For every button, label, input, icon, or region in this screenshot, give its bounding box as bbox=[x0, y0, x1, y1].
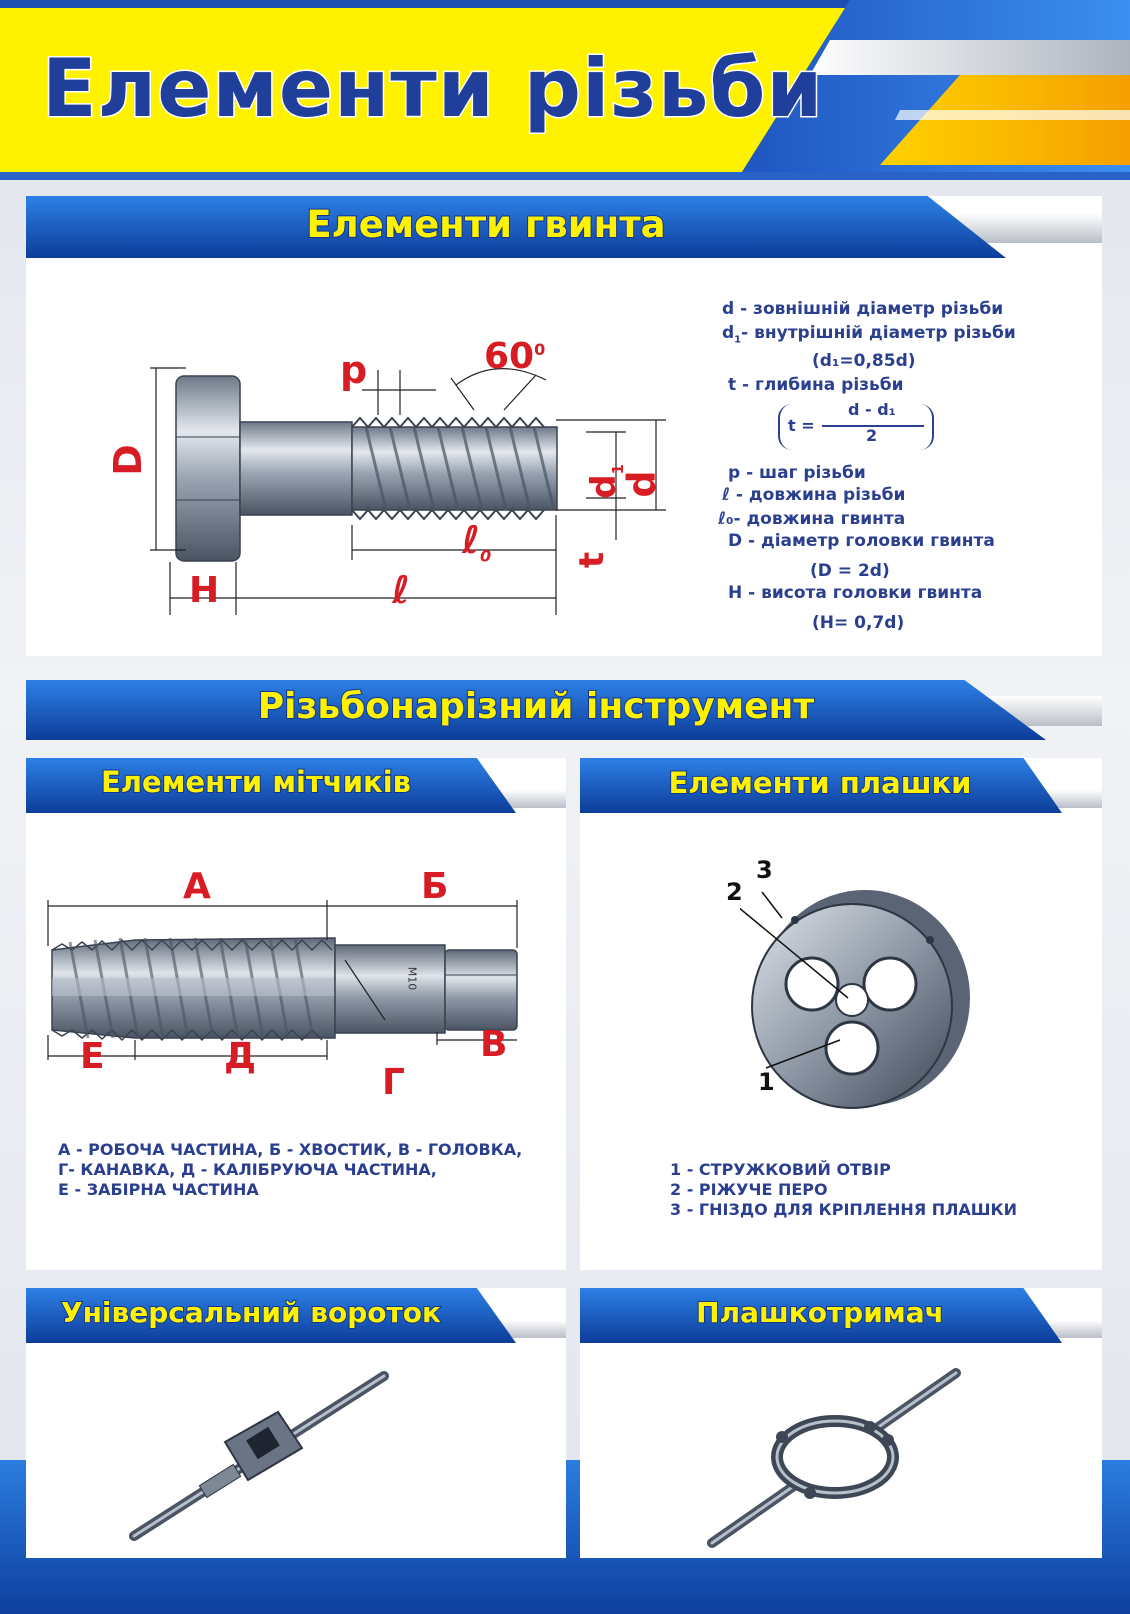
label-d1: $d_1$ bbox=[583, 464, 627, 499]
page-title: Елементи різьби bbox=[42, 42, 824, 135]
tap-legend-line-2: Г- КАНАВКА, Д - КАЛІБРУЮЧА ЧАСТИНА, bbox=[58, 1160, 437, 1179]
label-t: t bbox=[572, 551, 613, 569]
bolt-head bbox=[176, 376, 240, 561]
die-label-1: 1 bbox=[758, 1068, 775, 1096]
die-legend-line-3: 3 - ГНІЗДО ДЛЯ КРІПЛЕННЯ ПЛАШКИ bbox=[670, 1200, 1018, 1219]
die-label-2: 2 bbox=[726, 878, 743, 906]
taps-section-title: Елементи мітчиків bbox=[100, 765, 411, 799]
die-legend-line-2: 2 - РІЖУЧЕ ПЕРО bbox=[670, 1180, 828, 1199]
label-E: Е bbox=[80, 1036, 105, 1077]
legend-D: D - діаметр головки гвинта bbox=[728, 531, 995, 551]
label-B: Б bbox=[421, 866, 449, 907]
legend-H-value: (H= 0,7d) bbox=[812, 613, 905, 633]
wrench-image bbox=[120, 1370, 400, 1550]
tap-marking: М10 bbox=[405, 966, 419, 991]
tap-body bbox=[52, 938, 517, 1040]
label-d: d bbox=[619, 470, 664, 498]
tap-diagram bbox=[40, 880, 550, 1100]
tap-legend-line-1: А - РОБОЧА ЧАСТИНА, Б - ХВОСТИК, В - ГОЛОВКА, bbox=[58, 1140, 523, 1159]
die-section-title: Елементи плашки bbox=[668, 766, 972, 800]
label-D: D bbox=[105, 444, 150, 476]
label-V: В bbox=[480, 1024, 508, 1065]
legend-d1-value: (d₁=0,85d) bbox=[812, 351, 916, 371]
label-l: ℓ bbox=[392, 568, 410, 612]
label-H: H bbox=[189, 570, 220, 611]
die-label-3: 3 bbox=[756, 856, 773, 884]
label-D-calibr: Д bbox=[224, 1036, 257, 1077]
bolt-shank bbox=[240, 422, 352, 515]
die-diagram bbox=[740, 880, 980, 1120]
label-l0: ℓ$_0$ bbox=[462, 518, 492, 566]
header-bottom-line bbox=[0, 172, 1130, 180]
label-angle: $60^0$ bbox=[484, 336, 546, 377]
formula-t: t = d - d₁ 2 bbox=[778, 404, 934, 450]
legend-l: ℓ - довжина різьби bbox=[722, 485, 906, 505]
label-p: p bbox=[340, 348, 368, 392]
label-G: Г bbox=[382, 1062, 405, 1103]
legend-H: H - висота головки гвинта bbox=[728, 583, 983, 603]
wrench-section-title: Універсальний вороток bbox=[60, 1296, 442, 1329]
legend-d1: $d_1-$ внутрішній діаметр різьби bbox=[722, 323, 1016, 346]
tap-legend-line-3: Е - ЗАБІРНА ЧАСТИНА bbox=[58, 1180, 259, 1199]
legend-t: t - глибина різьби bbox=[728, 375, 904, 395]
screw-section-title: Елементи гвинта bbox=[306, 203, 666, 246]
holder-section-title: Плашкотримач bbox=[696, 1296, 944, 1329]
legend-D-value: (D = 2d) bbox=[810, 561, 890, 581]
label-A: А bbox=[183, 866, 211, 907]
legend-l0: ℓ₀- довжина гвинта bbox=[718, 509, 906, 529]
die-holder-image bbox=[700, 1365, 970, 1555]
bolt-thread bbox=[352, 418, 557, 519]
tools-section-title: Різьбонарізний інструмент bbox=[257, 686, 815, 727]
legend-d: d - зовнішній діаметр різьби bbox=[722, 299, 1004, 319]
legend-p: p - шаг різьби bbox=[728, 463, 866, 483]
die-legend-line-1: 1 - СТРУЖКОВИЙ ОТВІР bbox=[670, 1160, 891, 1179]
